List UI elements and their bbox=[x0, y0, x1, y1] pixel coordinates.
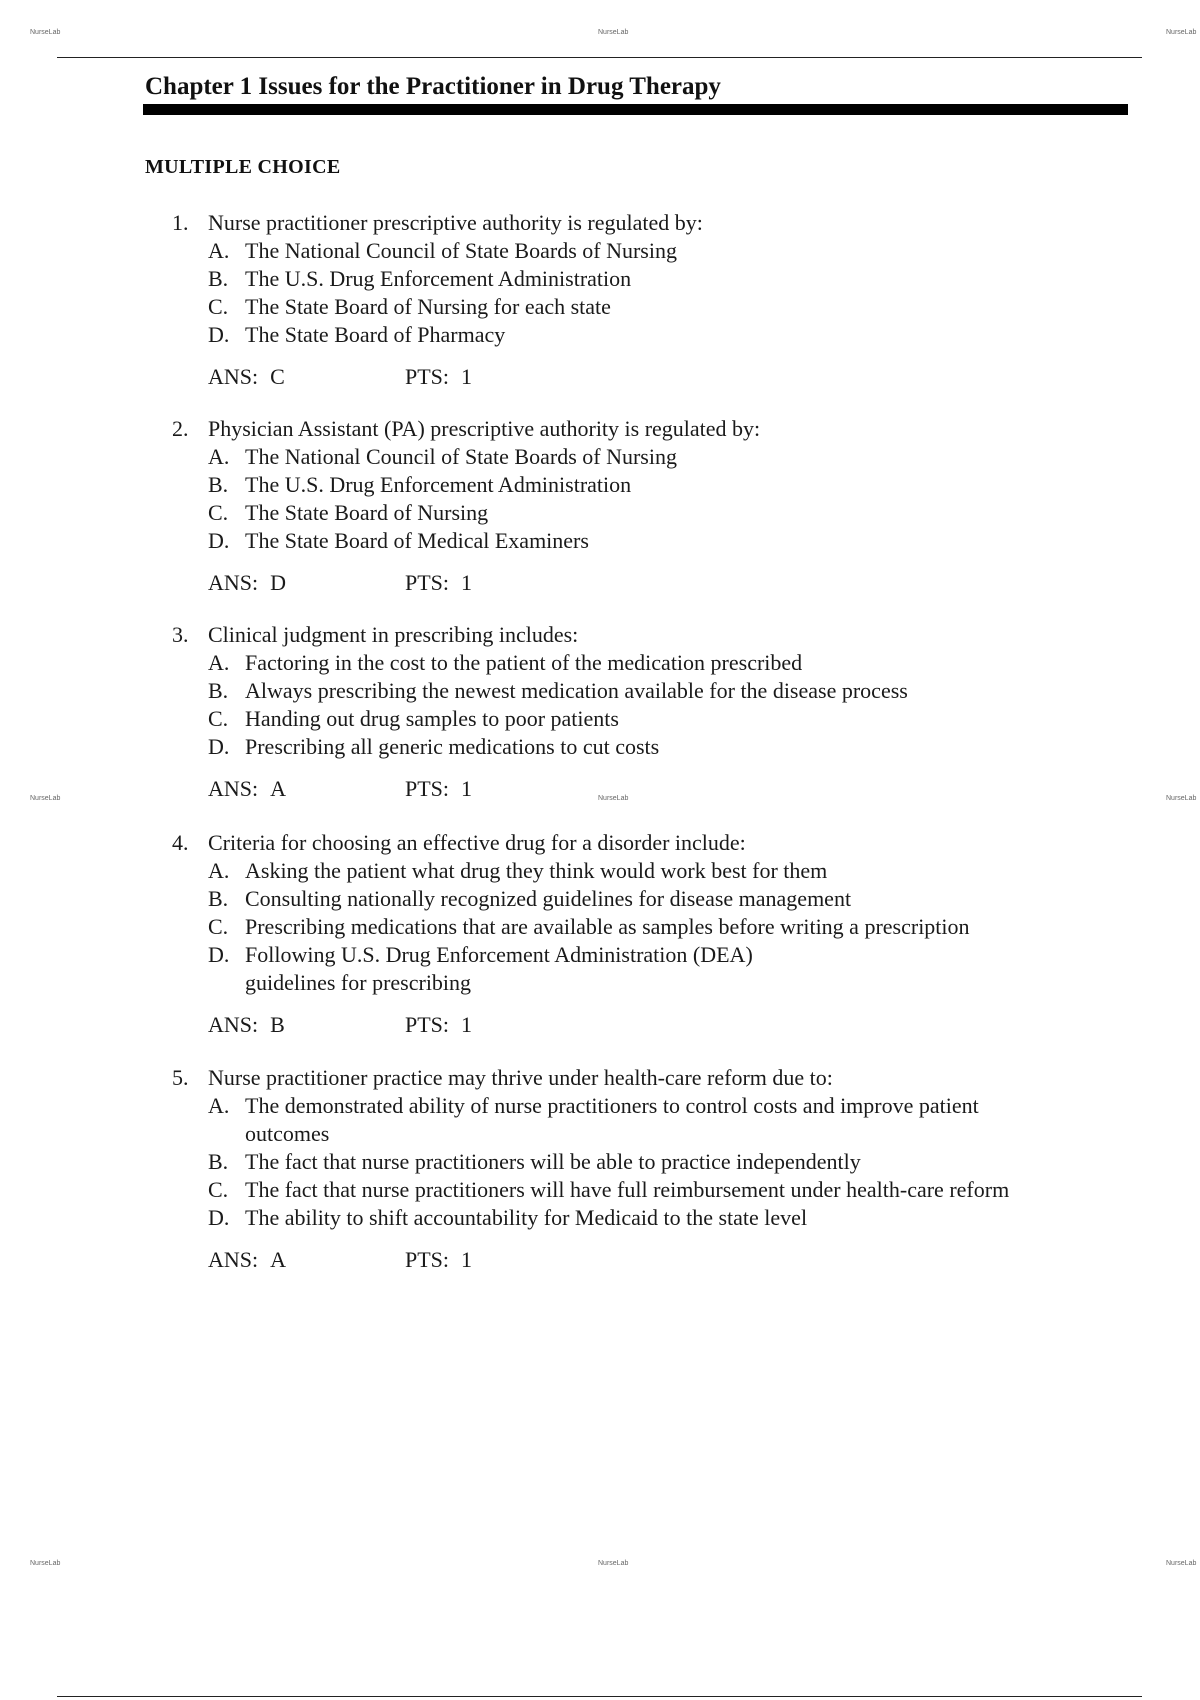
option-text: Prescribing all generic medications to cut costs bbox=[245, 734, 660, 759]
question-number: 3. bbox=[172, 622, 189, 647]
answer-label: ANS: bbox=[208, 364, 259, 389]
section-heading: MULTIPLE CHOICE bbox=[145, 156, 341, 178]
answer-options bbox=[172, 237, 1072, 349]
watermark-top-center: NurseLab bbox=[598, 29, 629, 36]
question-text: Nurse practitioner practice may thrive under health-care reform due to: bbox=[208, 1065, 833, 1090]
title-underline-bar bbox=[143, 104, 1128, 115]
watermark-top-left: NurseLab bbox=[30, 29, 61, 36]
option-letter: C. bbox=[208, 294, 229, 319]
question-text: Physician Assistant (PA) prescriptive authority is regulated by: bbox=[208, 416, 761, 441]
option-c bbox=[172, 293, 1072, 321]
option-c bbox=[172, 499, 1072, 527]
question-3 bbox=[172, 621, 1072, 803]
option-text: Always prescribing the newest medication available for the disease process bbox=[245, 678, 908, 703]
option-letter: D. bbox=[208, 1205, 230, 1230]
points-label: PTS: bbox=[405, 1247, 450, 1272]
answer-value: D bbox=[270, 570, 287, 595]
answer-options bbox=[172, 857, 1072, 997]
option-d bbox=[172, 1204, 1072, 1232]
option-letter: B. bbox=[208, 266, 229, 291]
answer-value: B bbox=[270, 1012, 285, 1037]
option-a bbox=[172, 1092, 1072, 1148]
answer-label: ANS: bbox=[208, 1247, 259, 1272]
option-letter: B. bbox=[208, 886, 229, 911]
option-text: The State Board of Medical Examiners bbox=[245, 528, 589, 553]
answer-key bbox=[208, 569, 286, 597]
points-label: PTS: bbox=[405, 1012, 450, 1037]
option-d bbox=[172, 733, 1072, 761]
option-letter: C. bbox=[208, 500, 229, 525]
option-letter: D. bbox=[208, 528, 230, 553]
option-letter: B. bbox=[208, 1149, 229, 1174]
answer-options bbox=[172, 649, 1072, 761]
bottom-rule bbox=[57, 1696, 1142, 1697]
option-letter: A. bbox=[208, 650, 230, 675]
option-c bbox=[172, 913, 1072, 941]
option-b bbox=[172, 885, 1072, 913]
question-1 bbox=[172, 209, 1072, 391]
points bbox=[405, 1246, 472, 1274]
question-number: 5. bbox=[172, 1065, 189, 1090]
question-5 bbox=[172, 1064, 1072, 1274]
option-letter: C. bbox=[208, 706, 229, 731]
answer-key bbox=[208, 1246, 286, 1274]
option-letter: B. bbox=[208, 472, 229, 497]
option-text: Asking the patient what drug they think would work best for them bbox=[245, 858, 828, 883]
option-b bbox=[172, 1148, 1072, 1176]
option-letter: A. bbox=[208, 858, 230, 883]
question-number: 2. bbox=[172, 416, 189, 441]
points bbox=[405, 775, 472, 803]
question-stem bbox=[172, 1064, 1072, 1092]
points-value: 1 bbox=[461, 364, 473, 389]
option-letter: C. bbox=[208, 914, 229, 939]
option-d bbox=[172, 941, 1072, 997]
option-a bbox=[172, 443, 1072, 471]
option-a bbox=[172, 649, 1072, 677]
option-text: The demonstrated ability of nurse practitioners to control costs and improve patient outcomes bbox=[245, 1093, 979, 1146]
chapter-title: Chapter 1 Issues for the Practitioner in Drug Therapy bbox=[145, 73, 721, 100]
option-letter: C. bbox=[208, 1177, 229, 1202]
option-a bbox=[172, 237, 1072, 265]
points-label: PTS: bbox=[405, 364, 450, 389]
answer-row bbox=[172, 569, 1072, 597]
points-label: PTS: bbox=[405, 570, 450, 595]
points bbox=[405, 363, 472, 391]
option-text: The fact that nurse practitioners will be able to practice independently bbox=[245, 1149, 861, 1174]
option-text: The State Board of Nursing bbox=[245, 500, 489, 525]
option-d bbox=[172, 527, 1072, 555]
option-text: The National Council of State Boards of Nursing bbox=[245, 238, 677, 263]
answer-key bbox=[208, 1011, 285, 1039]
question-number: 1. bbox=[172, 210, 189, 235]
answer-key bbox=[208, 363, 285, 391]
question-stem bbox=[172, 209, 1072, 237]
option-text: The U.S. Drug Enforcement Administration bbox=[245, 472, 632, 497]
top-rule bbox=[57, 57, 1142, 58]
points-value: 1 bbox=[461, 776, 473, 801]
option-b bbox=[172, 471, 1072, 499]
question-stem bbox=[172, 829, 1072, 857]
question-2 bbox=[172, 415, 1072, 597]
points bbox=[405, 1011, 472, 1039]
option-letter: D. bbox=[208, 942, 230, 967]
answer-row bbox=[172, 363, 1072, 391]
option-text: The fact that nurse practitioners will have full reimbursement under health-care reform bbox=[245, 1177, 1010, 1202]
option-letter: A. bbox=[208, 1093, 230, 1118]
answer-label: ANS: bbox=[208, 570, 259, 595]
answer-row bbox=[172, 1246, 1072, 1274]
watermark-mid-center: NurseLab bbox=[598, 795, 629, 802]
option-letter: A. bbox=[208, 238, 230, 263]
option-text: Handing out drug samples to poor patients bbox=[245, 706, 619, 731]
question-stem bbox=[172, 415, 1072, 443]
option-a bbox=[172, 857, 1072, 885]
option-b bbox=[172, 677, 1072, 705]
answer-value: A bbox=[270, 776, 287, 801]
option-text: The National Council of State Boards of Nursing bbox=[245, 444, 677, 469]
option-c bbox=[172, 1176, 1072, 1204]
answer-options bbox=[172, 1092, 1072, 1232]
option-b bbox=[172, 265, 1072, 293]
option-text: The State Board of Nursing for each state bbox=[245, 294, 611, 319]
option-d bbox=[172, 321, 1072, 349]
answer-label: ANS: bbox=[208, 1012, 259, 1037]
question-text: Criteria for choosing an effective drug for a disorder include: bbox=[208, 830, 746, 855]
watermark-bottom-right: NurseLab bbox=[1166, 1560, 1197, 1567]
answer-value: A bbox=[270, 1247, 287, 1272]
points-value: 1 bbox=[461, 570, 473, 595]
answer-key bbox=[208, 775, 286, 803]
points-value: 1 bbox=[461, 1012, 473, 1037]
option-text: Following U.S. Drug Enforcement Administration (DEA) guidelines for prescribing bbox=[245, 942, 753, 995]
option-text: Factoring in the cost to the patient of the medication prescribed bbox=[245, 650, 803, 675]
option-text: The ability to shift accountability for Medicaid to the state level bbox=[245, 1205, 808, 1230]
points bbox=[405, 569, 472, 597]
option-text: The State Board of Pharmacy bbox=[245, 322, 506, 347]
question-text: Nurse practitioner prescriptive authority is regulated by: bbox=[208, 210, 703, 235]
option-letter: A. bbox=[208, 444, 230, 469]
watermark-top-right: NurseLab bbox=[1166, 29, 1197, 36]
answer-options bbox=[172, 443, 1072, 555]
option-letter: B. bbox=[208, 678, 229, 703]
answer-label: ANS: bbox=[208, 776, 259, 801]
option-c bbox=[172, 705, 1072, 733]
question-stem bbox=[172, 621, 1072, 649]
question-text: Clinical judgment in prescribing includes: bbox=[208, 622, 579, 647]
answer-row bbox=[172, 775, 1072, 803]
watermark-bottom-center: NurseLab bbox=[598, 1560, 629, 1567]
question-number: 4. bbox=[172, 830, 189, 855]
answer-row bbox=[172, 1011, 1072, 1039]
watermark-mid-right: NurseLab bbox=[1166, 795, 1197, 802]
option-text: Consulting nationally recognized guidelines for disease management bbox=[245, 886, 852, 911]
watermark-bottom-left: NurseLab bbox=[30, 1560, 61, 1567]
option-letter: D. bbox=[208, 322, 230, 347]
option-text: The U.S. Drug Enforcement Administration bbox=[245, 266, 632, 291]
answer-value: C bbox=[270, 364, 285, 389]
question-4 bbox=[172, 829, 1072, 1039]
watermark-mid-left: NurseLab bbox=[30, 795, 61, 802]
points-label: PTS: bbox=[405, 776, 450, 801]
option-letter: D. bbox=[208, 734, 230, 759]
option-text: Prescribing medications that are available as samples before writing a prescription bbox=[245, 914, 970, 939]
points-value: 1 bbox=[461, 1247, 473, 1272]
